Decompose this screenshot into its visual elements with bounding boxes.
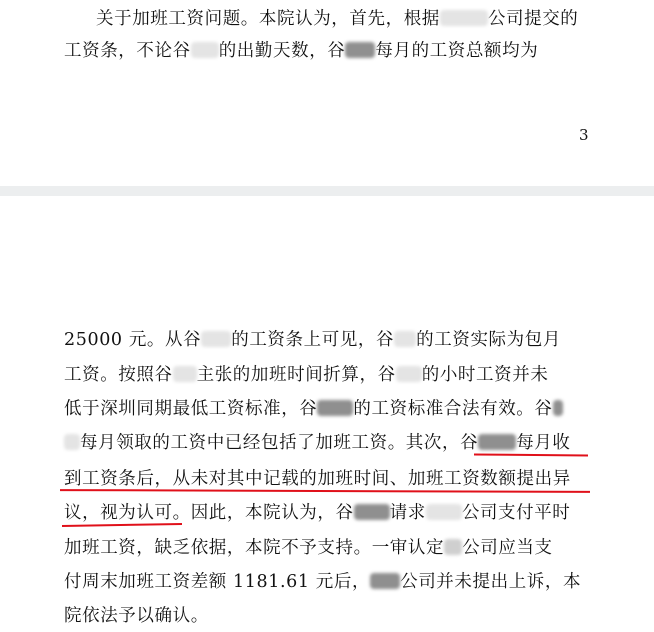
text-fragment: 工资条，不论谷 [64, 41, 191, 61]
text-fragment: 公司支付平时 [461, 503, 571, 523]
text-fragment: 的出勤天数，谷 [218, 41, 346, 61]
paragraph-line [64, 468, 588, 490]
paragraph-line [64, 40, 588, 62]
paragraph-line [64, 605, 588, 627]
paragraph-line [64, 398, 588, 420]
text-fragment: 的小时工资并未 [421, 365, 549, 385]
document-page-upper [0, 0, 654, 186]
text-fragment: 公司应当支 [462, 538, 553, 558]
redacted-name [173, 366, 197, 382]
text-fragment: 主张的加班时间折算，谷 [196, 365, 396, 385]
text-fragment: 公司并未提出上诉，本 [400, 572, 582, 592]
redacted-name [426, 504, 462, 520]
paragraph-line [64, 329, 588, 351]
document-page-lower [0, 196, 654, 632]
redacted-name [478, 434, 516, 450]
paragraph-line [64, 537, 588, 559]
text-fragment: 每月领取的工资中已经包括了加班工资。其次，谷 [80, 433, 479, 453]
text-fragment: 低于深圳同期最低工资标准，谷 [64, 399, 318, 419]
text-fragment: 每月的工资总额均为 [375, 41, 539, 61]
text-fragment: 公司提交的 [487, 9, 579, 29]
text-fragment: 的工资标准合法有效。谷 [353, 399, 553, 419]
text-fragment: 工资。按照谷 [64, 365, 173, 385]
text-fragment: 议，视为认可。因此，本院认为，谷 [64, 503, 354, 523]
paragraph-line [96, 8, 588, 30]
redacted-name [354, 504, 390, 520]
paragraph-line [64, 571, 588, 593]
text-fragment: 25000 元。从谷 [64, 330, 202, 350]
text-fragment: 每月收 [516, 433, 571, 453]
text-fragment: 加班工资，缺乏依据，本院不予支持。一审认定 [64, 538, 445, 558]
redacted-name [345, 42, 375, 58]
paragraph-line [64, 364, 588, 386]
text-fragment: 院依法予以确认。 [64, 606, 209, 626]
text-fragment: 到工资条后，从未对其中记载的加班时间、加班工资数额提出异 [64, 469, 571, 489]
page-separator [0, 186, 654, 196]
redacted-name [201, 331, 231, 347]
redacted-name [394, 331, 416, 347]
paragraph-line [64, 502, 588, 524]
redacted-name [553, 400, 563, 416]
text-fragment: 的工资条上可见，谷 [231, 330, 395, 350]
redacted-name [440, 10, 488, 26]
text-fragment: 付周末加班工资差额 1181.61 元后， [64, 572, 371, 592]
text-fragment: 的工资实际为包月 [416, 330, 561, 350]
redacted-name [396, 366, 422, 382]
redacted-name [370, 573, 400, 589]
redacted-name [191, 42, 219, 58]
paragraph-line [64, 432, 588, 454]
text-fragment: 请求 [389, 503, 426, 523]
page-number: 3 [579, 126, 589, 144]
text-fragment: 关于加班工资问题。本院认为，首先，根据 [96, 9, 440, 29]
highlight-underline [474, 454, 588, 457]
redacted-name [444, 539, 462, 555]
redacted-name [317, 400, 353, 416]
redacted-name [64, 434, 80, 450]
